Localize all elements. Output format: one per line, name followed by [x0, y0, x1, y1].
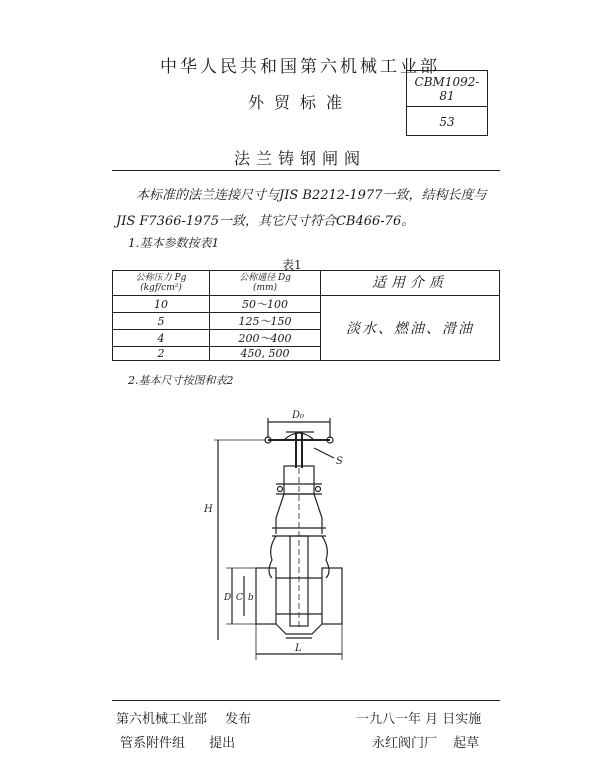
cell-diameter: 450, 500	[210, 347, 321, 361]
label-d0: D₀	[292, 410, 305, 421]
gate-valve-drawing	[196, 408, 366, 668]
cell-pressure: 5	[113, 313, 210, 330]
label-b: b	[248, 593, 254, 603]
standard-code-box	[406, 70, 488, 136]
col-header-medium: 适用介质	[321, 271, 500, 296]
bolt	[316, 487, 321, 492]
intro-line-1: 本标准的法兰连接尺寸与JIS B2212-1977一致，结构长度与	[136, 188, 487, 203]
standard-category: 外贸标准	[247, 93, 352, 112]
col-pressure-label: 公称压力 Pg	[135, 273, 187, 283]
end-flange-right	[322, 568, 342, 624]
col-header-diameter	[210, 271, 321, 296]
title-rule	[112, 170, 500, 171]
ministry-header: 中华人民共和国第六机械工业部	[160, 57, 440, 77]
body-left-contour	[269, 536, 276, 578]
table-caption: 表1	[282, 258, 302, 272]
drafter-name: 永红阀门厂	[372, 736, 438, 751]
body-right-contour	[322, 536, 329, 578]
col-diameter-unit: (mm)	[252, 283, 278, 293]
bolt	[278, 487, 283, 492]
leader-s	[314, 448, 334, 458]
issuer-action: 发布	[225, 712, 252, 727]
label-h: H	[204, 504, 213, 515]
proposer-name: 管系附件组	[120, 736, 186, 751]
footer-proposer	[120, 732, 235, 751]
document-title: 法兰铸钢闸阀	[233, 149, 366, 168]
end-flange-left	[256, 568, 276, 624]
proposer-action: 提出	[209, 736, 236, 751]
cell-pressure: 10	[113, 296, 210, 313]
footer-rule-top	[112, 700, 500, 701]
cell-medium: 淡水、燃油、滑油	[321, 296, 500, 361]
col-pressure-unit: (kgf/cm²)	[140, 283, 182, 293]
col-diameter-label: 公称通径 Dg	[239, 273, 291, 283]
cell-diameter: 125～150	[210, 313, 321, 330]
cell-diameter: 200～400	[210, 330, 321, 347]
intro-line-2: JIS F7366-1975一致，其它尺寸符合CB466-76。	[116, 214, 415, 229]
label-l: L	[295, 643, 302, 654]
cell-pressure: 2	[113, 347, 210, 361]
footer-date: 一九八一年 月 日实施	[356, 712, 482, 727]
section-1-heading: 1.基本参数按表1	[128, 236, 220, 250]
issuer-name: 第六机械工业部	[116, 712, 208, 727]
label-c: C	[236, 593, 243, 603]
page-number: 53	[439, 115, 455, 129]
table-header-row	[113, 271, 500, 296]
col-header-pressure	[113, 271, 210, 296]
footer-issuer	[116, 708, 251, 727]
cell-pressure: 4	[113, 330, 210, 347]
parameter-table	[112, 270, 500, 361]
table-row	[113, 296, 500, 313]
footer-drafter	[372, 732, 479, 751]
handwheel-spoke	[284, 433, 314, 440]
standard-code: CBM1092-81	[407, 75, 487, 107]
label-s: S	[336, 456, 343, 467]
label-d: D	[224, 593, 232, 603]
section-2-heading: 2.基本尺寸按图和表2	[128, 374, 234, 387]
drafter-action: 起草	[453, 736, 480, 751]
cell-diameter: 50～100	[210, 296, 321, 313]
